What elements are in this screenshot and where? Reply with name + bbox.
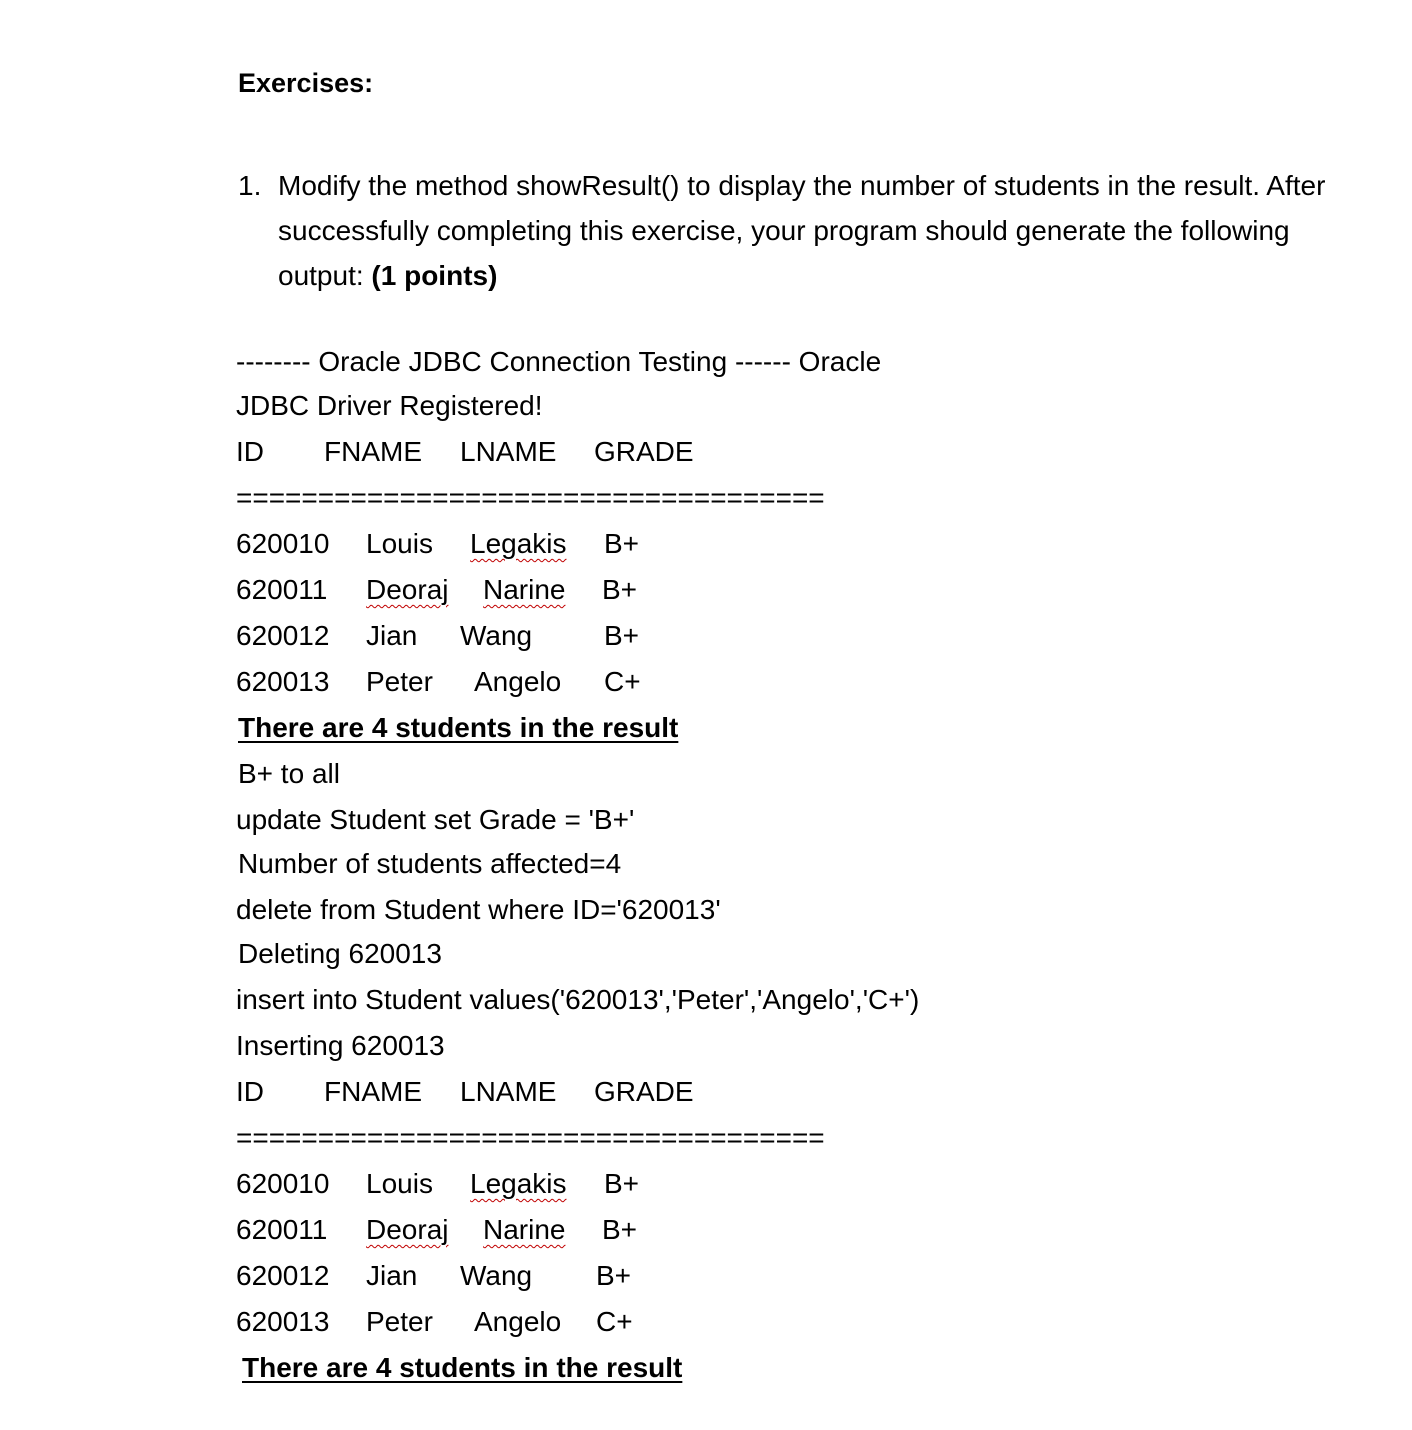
cell-grade: B+: [604, 528, 640, 559]
cell-lname: Angelo: [474, 1306, 562, 1337]
cell-id: 620013: [236, 1306, 330, 1337]
cell-fname: Louis: [366, 1168, 433, 1199]
result-summary: There are 4 students in the result: [242, 1352, 683, 1383]
delete-statement: delete from Student where ID='620013': [236, 894, 721, 925]
cell-id: 620010: [236, 1168, 330, 1199]
cell-lname: Wang: [460, 620, 533, 651]
header-grade: GRADE: [594, 436, 694, 467]
cell-fname: Louis: [366, 528, 433, 559]
exercise-item: [238, 163, 1368, 298]
cell-fname: Peter: [366, 1306, 433, 1337]
exercise-text-block: [278, 163, 1368, 298]
update-statement: update Student set Grade = 'B+': [236, 804, 635, 835]
cell-grade: C+: [596, 1306, 633, 1337]
header-id: ID: [236, 1076, 264, 1107]
cell-fname: Jian: [366, 1260, 418, 1291]
cell-fname: Peter: [366, 666, 433, 697]
exercise-points: (1 points): [371, 260, 498, 291]
cell-grade: B+: [604, 620, 640, 651]
header-lname: LNAME: [460, 436, 557, 467]
insert-statement: insert into Student values('620013','Peter','Angelo','C+'): [236, 984, 920, 1015]
cell-id: 620011: [236, 1214, 328, 1245]
exercise-number: 1.: [238, 170, 262, 201]
header-id: ID: [236, 436, 264, 467]
cell-lname: Legakis: [470, 1168, 567, 1199]
header-fname: FNAME: [324, 436, 422, 467]
separator-line: ====================================: [236, 482, 825, 513]
result-summary: There are 4 students in the result: [238, 712, 679, 743]
cell-grade: B+: [596, 1260, 632, 1291]
cell-lname: Legakis: [470, 528, 567, 559]
cell-grade: B+: [602, 574, 638, 605]
b-plus-line: B+ to all: [238, 758, 340, 789]
header-grade: GRADE: [594, 1076, 694, 1107]
cell-grade: C+: [604, 666, 641, 697]
cell-fname: Deoraj: [366, 574, 449, 605]
cell-grade: B+: [604, 1168, 640, 1199]
inserting-line: Inserting 620013: [236, 1030, 445, 1061]
cell-id: 620013: [236, 666, 330, 697]
separator-line: ====================================: [236, 1122, 825, 1153]
connection-line: -------- Oracle JDBC Connection Testing ------ Oracle: [236, 346, 882, 377]
cell-lname: Angelo: [474, 666, 562, 697]
header-fname: FNAME: [324, 1076, 422, 1107]
cell-lname: Narine: [483, 1214, 566, 1245]
cell-id: 620012: [236, 620, 330, 651]
cell-id: 620011: [236, 574, 328, 605]
cell-lname: Wang: [460, 1260, 533, 1291]
exercise-text: Modify the method showResult() to display the number of students in the result. After successfully completing this exercise, your program should generate the following output:: [278, 170, 1326, 291]
cell-fname: Jian: [366, 620, 418, 651]
cell-lname: Narine: [483, 574, 566, 605]
cell-fname: Deoraj: [366, 1214, 449, 1245]
page-title: Exercises:: [238, 68, 374, 98]
deleting-line: Deleting 620013: [238, 938, 442, 969]
cell-id: 620010: [236, 528, 330, 559]
affected-count-line: Number of students affected=4: [238, 848, 622, 879]
header-lname: LNAME: [460, 1076, 557, 1107]
cell-grade: B+: [602, 1214, 638, 1245]
driver-line: JDBC Driver Registered!: [236, 390, 543, 421]
cell-id: 620012: [236, 1260, 330, 1291]
